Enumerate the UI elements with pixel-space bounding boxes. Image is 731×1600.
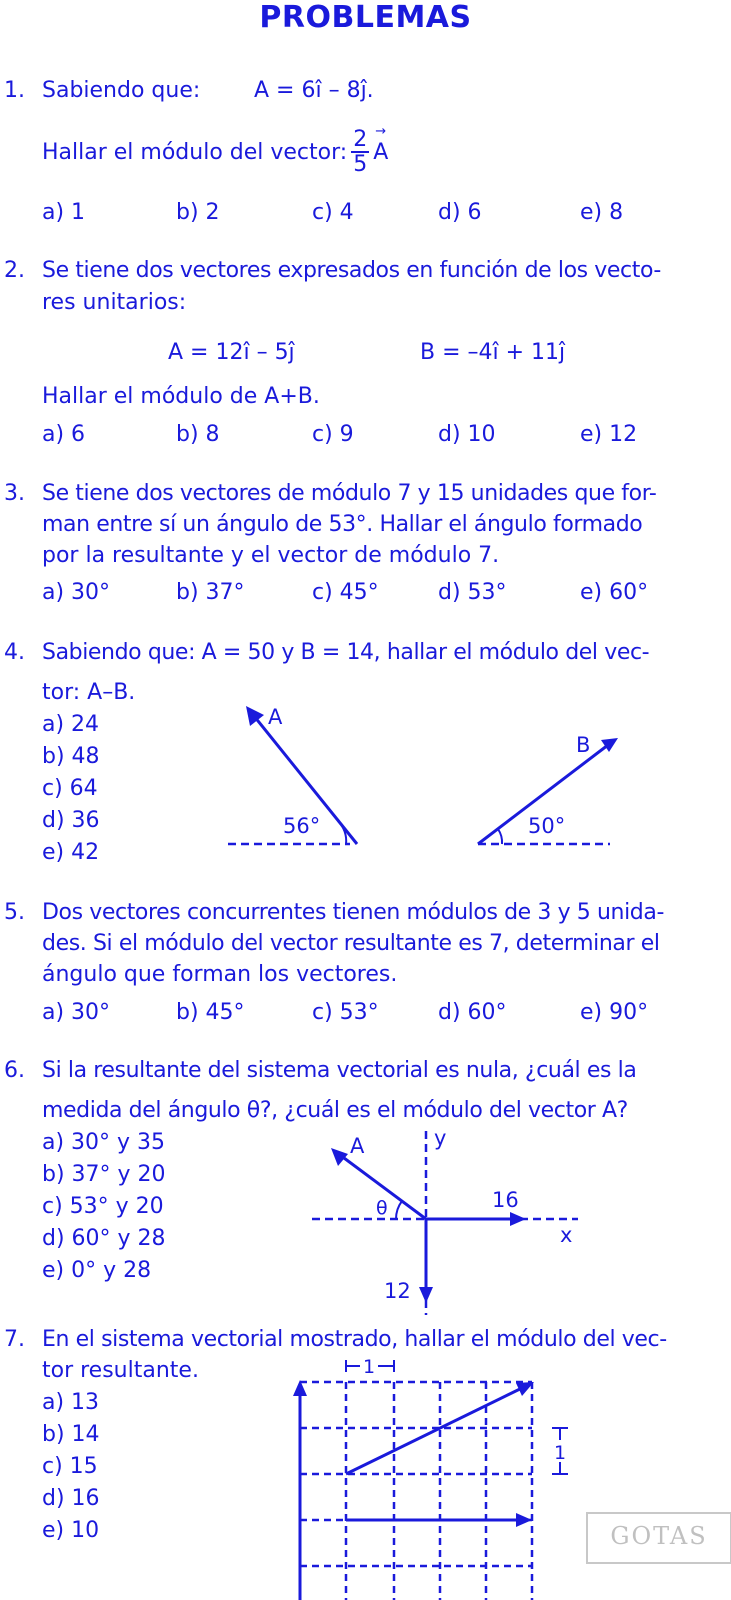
problem-number: 4. xyxy=(4,640,25,665)
option-e: e) 8 xyxy=(580,200,624,225)
question-text: Hallar el módulo del vector: xyxy=(42,139,348,165)
angle-a-label: 56° xyxy=(283,814,321,838)
equation-b: B = –4î + 11ĵ xyxy=(420,340,566,365)
grid-vectors-figure xyxy=(290,1352,580,1600)
vector-16-label: 16 xyxy=(492,1188,519,1212)
problem-text-line: ángulo que forman los vectores. xyxy=(42,962,398,987)
x-axis-label: x xyxy=(560,1223,573,1247)
option-b: b) 48 xyxy=(42,744,100,769)
option-a: a) 30° xyxy=(42,1000,111,1025)
option-e: e) 12 xyxy=(580,422,638,447)
fraction-numerator: 2 xyxy=(353,127,368,152)
option-a: a) 1 xyxy=(42,200,86,225)
option-a: a) 24 xyxy=(42,712,100,737)
option-e: e) 60° xyxy=(580,580,649,605)
problem-text-line: tor: A–B. xyxy=(42,680,136,705)
problem-number: 1. xyxy=(4,78,25,103)
option-d: d) 6 xyxy=(438,200,482,225)
fraction xyxy=(351,128,369,176)
problem-number: 3. xyxy=(4,481,25,506)
option-d: d) 36 xyxy=(42,808,100,833)
top-unit-label: 1 xyxy=(363,1356,376,1378)
problem-text-line: Dos vectores concurrentes tienen módulos de 3 y 5 unida- xyxy=(42,900,664,925)
option-b: b) 37° y 20 xyxy=(42,1162,166,1187)
problem-text-line: res unitarios: xyxy=(42,290,187,315)
problem-text-line: medida del ángulo θ?, ¿cuál es el módulo del vector A? xyxy=(42,1098,628,1123)
problem-text-line: des. Si el módulo del vector resultante es 7, determinar el xyxy=(42,931,660,956)
problem-number: 6. xyxy=(4,1058,25,1083)
option-c: c) 15 xyxy=(42,1454,98,1479)
page-title: PROBLEMAS xyxy=(259,0,472,35)
problem-1-equation: A = 6î – 8ĵ. xyxy=(254,78,374,103)
problem-1-lead: Sabiendo que: xyxy=(42,78,201,103)
vector-a-label: A xyxy=(268,705,283,729)
problem-text-line: En el sistema vectorial mostrado, hallar el módulo del vec- xyxy=(42,1327,667,1352)
problem-number: 7. xyxy=(4,1327,25,1352)
option-c: c) 4 xyxy=(312,200,354,225)
option-a: a) 6 xyxy=(42,422,86,447)
option-c: c) 9 xyxy=(312,422,354,447)
equilibrium-figure xyxy=(300,1125,590,1320)
option-d: d) 10 xyxy=(438,422,496,447)
horizontal-vector-arrowhead xyxy=(516,1513,532,1527)
vectors-figure xyxy=(220,700,620,860)
option-e: e) 10 xyxy=(42,1518,100,1543)
option-e: e) 42 xyxy=(42,840,100,865)
side-unit-label: 1 xyxy=(554,1442,567,1464)
y-axis-label: y xyxy=(434,1126,447,1150)
problem-text-line: tor resultante. xyxy=(42,1358,199,1383)
option-b: b) 37° xyxy=(176,580,245,605)
angle-b-label: 50° xyxy=(528,814,566,838)
problem-1-question xyxy=(42,128,388,176)
problem-text-line: Si la resultante del sistema vectorial es nula, ¿cuál es la xyxy=(42,1058,637,1083)
option-d: d) 53° xyxy=(438,580,507,605)
option-d: d) 60° xyxy=(438,1000,507,1025)
option-a: a) 30° xyxy=(42,580,111,605)
option-b: b) 8 xyxy=(176,422,220,447)
angle-arc xyxy=(396,1201,402,1219)
vector-a-label: A xyxy=(350,1134,365,1158)
option-b: b) 2 xyxy=(176,200,220,225)
vector-a-arrowhead xyxy=(331,1148,348,1166)
vector-12-arrowhead xyxy=(419,1287,433,1303)
problem-text-line: Sabiendo que: A = 50 y B = 14, hallar el módulo del vec- xyxy=(42,640,650,665)
problem-text-line: por la resultante y el vector de módulo 7. xyxy=(42,543,500,568)
option-b: b) 45° xyxy=(176,1000,245,1025)
vector-a: → A xyxy=(373,140,388,165)
option-c: c) 64 xyxy=(42,776,98,801)
option-e: e) 90° xyxy=(580,1000,649,1025)
problem-number: 5. xyxy=(4,900,25,925)
angle-arc-a xyxy=(338,821,346,844)
vector-16-arrowhead xyxy=(510,1212,526,1226)
option-d: d) 60° y 28 xyxy=(42,1226,166,1251)
angle-arc-b xyxy=(498,829,502,844)
problem-number: 2. xyxy=(4,258,25,283)
problem-question: Hallar el módulo de A+B. xyxy=(42,384,320,409)
theta-label: θ xyxy=(376,1197,388,1219)
equation-a: A = 12î – 5ĵ xyxy=(168,340,295,365)
problem-text-line: man entre sí un ángulo de 53°. Hallar el ángulo formado xyxy=(42,512,643,537)
option-c: c) 53° xyxy=(312,1000,379,1025)
option-a: a) 13 xyxy=(42,1390,100,1415)
diagonal-vector-shaft xyxy=(346,1388,522,1474)
problem-text-line: Se tiene dos vectores de módulo 7 y 15 unidades que for- xyxy=(42,481,657,506)
vector-b-label: B xyxy=(576,733,591,757)
option-a: a) 30° y 35 xyxy=(42,1130,166,1155)
watermark-logo: GOTAS xyxy=(586,1512,731,1564)
option-b: b) 14 xyxy=(42,1422,100,1447)
option-d: d) 16 xyxy=(42,1486,100,1511)
option-e: e) 0° y 28 xyxy=(42,1258,152,1283)
problem-text-line: Se tiene dos vectores expresados en función de los vecto- xyxy=(42,258,661,283)
grid-lines xyxy=(300,1382,532,1600)
vector-12-label: 12 xyxy=(384,1279,411,1303)
option-c: c) 53° y 20 xyxy=(42,1194,164,1219)
option-c: c) 45° xyxy=(312,580,379,605)
fraction-denominator: 5 xyxy=(353,152,368,178)
